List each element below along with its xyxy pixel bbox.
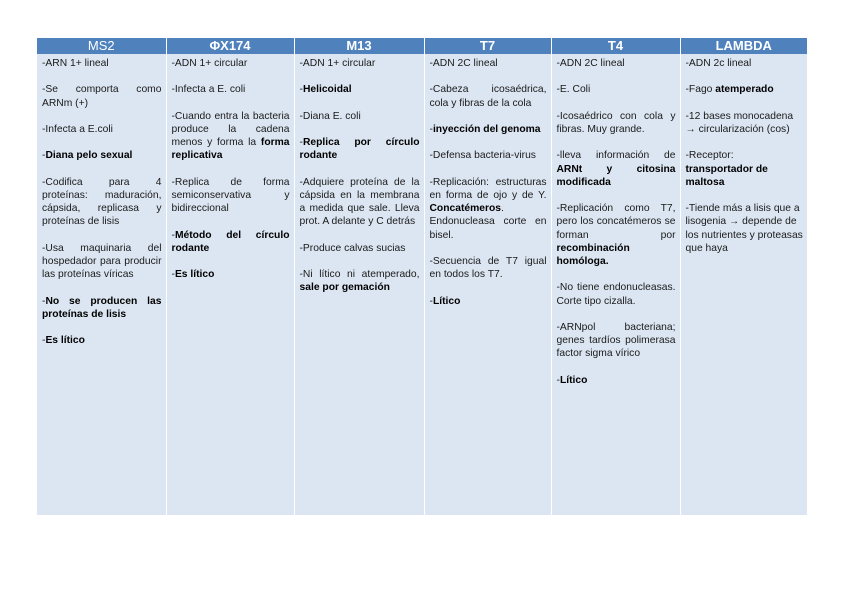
bold-text: Método del círculo rodante <box>171 229 290 254</box>
bold-text: Es lítico <box>174 269 215 281</box>
cell-ms2 <box>37 54 166 515</box>
cell-item <box>300 83 420 96</box>
text: -Infecta a E.coli <box>42 123 113 135</box>
text: -Replicación como T7, pero los concatémeros se forman por <box>556 203 676 241</box>
text: - <box>42 335 46 347</box>
cell-item <box>430 255 547 281</box>
text: -ADN 1+ circular <box>299 58 376 69</box>
cell-item <box>42 176 162 229</box>
text: . Endonucleasa corte en bisel. <box>429 203 547 241</box>
cell-item <box>42 149 162 162</box>
cell-item <box>300 57 420 70</box>
cell-item <box>557 321 676 361</box>
text: -Codifica para 4 proteínas: maduración, cápsida, replicasa y proteínas de lisis <box>42 176 162 228</box>
cell-item <box>686 149 804 189</box>
text: depende de los nutrientes y proteasas que haya <box>685 216 803 254</box>
cell-item <box>172 110 290 163</box>
text: - <box>42 295 46 307</box>
bold-text: sale por gemación <box>299 282 390 294</box>
column-header-ms2: MS2 <box>37 38 166 54</box>
text: -ARNpol bacteriana; genes tardíos polimerasa factor sigma vírico <box>556 321 676 360</box>
cell-item <box>557 149 676 189</box>
cell-item <box>430 83 547 109</box>
cell-item <box>686 57 804 70</box>
text: -Fago <box>685 84 716 96</box>
cell-item <box>557 57 676 70</box>
right-arrow-icon: → <box>729 216 740 228</box>
text: - <box>171 229 175 241</box>
bold-text: No se producen las proteínas de lisis <box>42 295 162 320</box>
text: -Replicación: estructuras en forma de ojo y de Y. <box>429 176 547 201</box>
bold-text: Lítico <box>432 295 461 307</box>
text: -No tiene endonucleasas. Corte tipo cizalla. <box>556 282 676 307</box>
text: -ADN 2C lineal <box>556 58 625 69</box>
text: -Infecta a E. coli <box>171 84 246 96</box>
cell-item <box>430 176 547 242</box>
bold-text: Concatémeros <box>429 203 502 215</box>
text: -ADN 1+ circular <box>171 58 248 69</box>
cell-item <box>42 83 162 109</box>
text: -ARN 1+ lineal <box>42 58 109 69</box>
phage-comparison-table <box>37 38 807 515</box>
text: - <box>299 84 303 96</box>
text: - <box>429 295 433 307</box>
cell-lambda <box>680 54 807 515</box>
bold-text: Lítico <box>559 374 588 386</box>
text: circularización (cos) <box>695 123 790 135</box>
bold-text: inyección del genoma <box>432 123 541 135</box>
cell-item <box>300 110 420 123</box>
text: -Secuencia de T7 igual en todos los T7. <box>429 255 547 281</box>
bold-text: Diana pelo sexual <box>45 150 133 162</box>
text: -E. Coli <box>556 84 591 96</box>
cell-item <box>430 295 547 308</box>
bold-text: Es lítico <box>45 335 85 347</box>
cell-item <box>42 57 162 70</box>
cell-item <box>300 268 420 294</box>
text: -ADN 2C lineal <box>429 58 498 69</box>
cell-item <box>42 334 162 347</box>
bold-text: recombinación homóloga. <box>556 242 630 267</box>
text: -Cuando entra la bacteria produce la cadena menos y forma la <box>171 110 290 149</box>
text: -Replica de forma semiconservativa y bidireccional <box>171 176 290 215</box>
text: -Tiende más a lisis que a lisogenia <box>685 203 800 228</box>
right-arrow-icon: → <box>685 123 696 135</box>
cell-item <box>300 176 420 229</box>
cell-item <box>300 242 420 255</box>
cell-item <box>172 229 290 255</box>
text: - <box>42 150 46 162</box>
text: -Diana E. coli <box>299 110 361 122</box>
bold-text: transportador de maltosa <box>685 163 768 188</box>
bold-text: forma replicativa <box>171 137 290 162</box>
cell-item <box>430 57 547 70</box>
text: -12 bases monocadena <box>685 110 794 122</box>
cell-item <box>557 202 676 268</box>
column-header-phix174: ΦX174 <box>166 38 294 54</box>
bold-text: atemperado <box>715 84 774 96</box>
column-header-lambda: LAMBDA <box>680 38 807 54</box>
cell-item <box>557 83 676 96</box>
cell-item <box>686 110 804 136</box>
bold-text: Helicoidal <box>302 84 352 96</box>
body-row <box>37 54 807 515</box>
text: -ADN 2c lineal <box>685 58 752 69</box>
cell-item <box>430 149 547 162</box>
bold-text: ARNt y citosina modificada <box>556 163 676 188</box>
text: -Se comporta como ARNm (+) <box>42 84 162 109</box>
cell-item <box>686 83 804 96</box>
column-header-t7: T7 <box>424 38 551 54</box>
cell-item <box>557 110 676 136</box>
cell-t4 <box>551 54 680 515</box>
text: -Defensa bacteria-virus <box>429 150 536 162</box>
cell-item <box>300 136 420 162</box>
text: -Adquiere proteína de la cápsida en la membrana a medida que sale. Lleva prot. A delante y C detrás <box>299 176 420 228</box>
cell-item <box>42 123 162 136</box>
text: -Produce calvas sucias <box>299 242 406 254</box>
cell-m13 <box>294 54 424 515</box>
text: - <box>171 269 175 281</box>
cell-item <box>42 242 162 282</box>
cell-item <box>172 176 290 216</box>
cell-item <box>172 268 290 281</box>
text: - <box>556 374 560 386</box>
text: -Usa maquinaria del hospedador para producir las proteínas víricas <box>42 242 162 281</box>
text: -Cabeza icosaédrica, cola y fibras de la cola <box>429 84 547 109</box>
text: -Receptor: <box>685 150 734 162</box>
text: -Ni lítico ni atemperado, <box>299 269 420 281</box>
cell-item <box>42 295 162 321</box>
cell-item <box>172 83 290 96</box>
cell-t7 <box>424 54 551 515</box>
bold-text: Replica por círculo rodante <box>299 137 420 162</box>
cell-item <box>430 123 547 136</box>
header-row <box>37 38 807 54</box>
cell-item <box>172 57 290 70</box>
text: - <box>299 137 303 149</box>
text: -Icosaédrico con cola y fibras. Muy grande. <box>556 110 676 135</box>
cell-item <box>557 281 676 307</box>
cell-item <box>686 202 804 255</box>
column-header-t4: T4 <box>551 38 680 54</box>
cell-phix174 <box>166 54 294 515</box>
text: -lleva información de <box>556 150 676 162</box>
column-header-m13: M13 <box>294 38 424 54</box>
text: - <box>429 123 433 135</box>
cell-item <box>557 374 676 387</box>
